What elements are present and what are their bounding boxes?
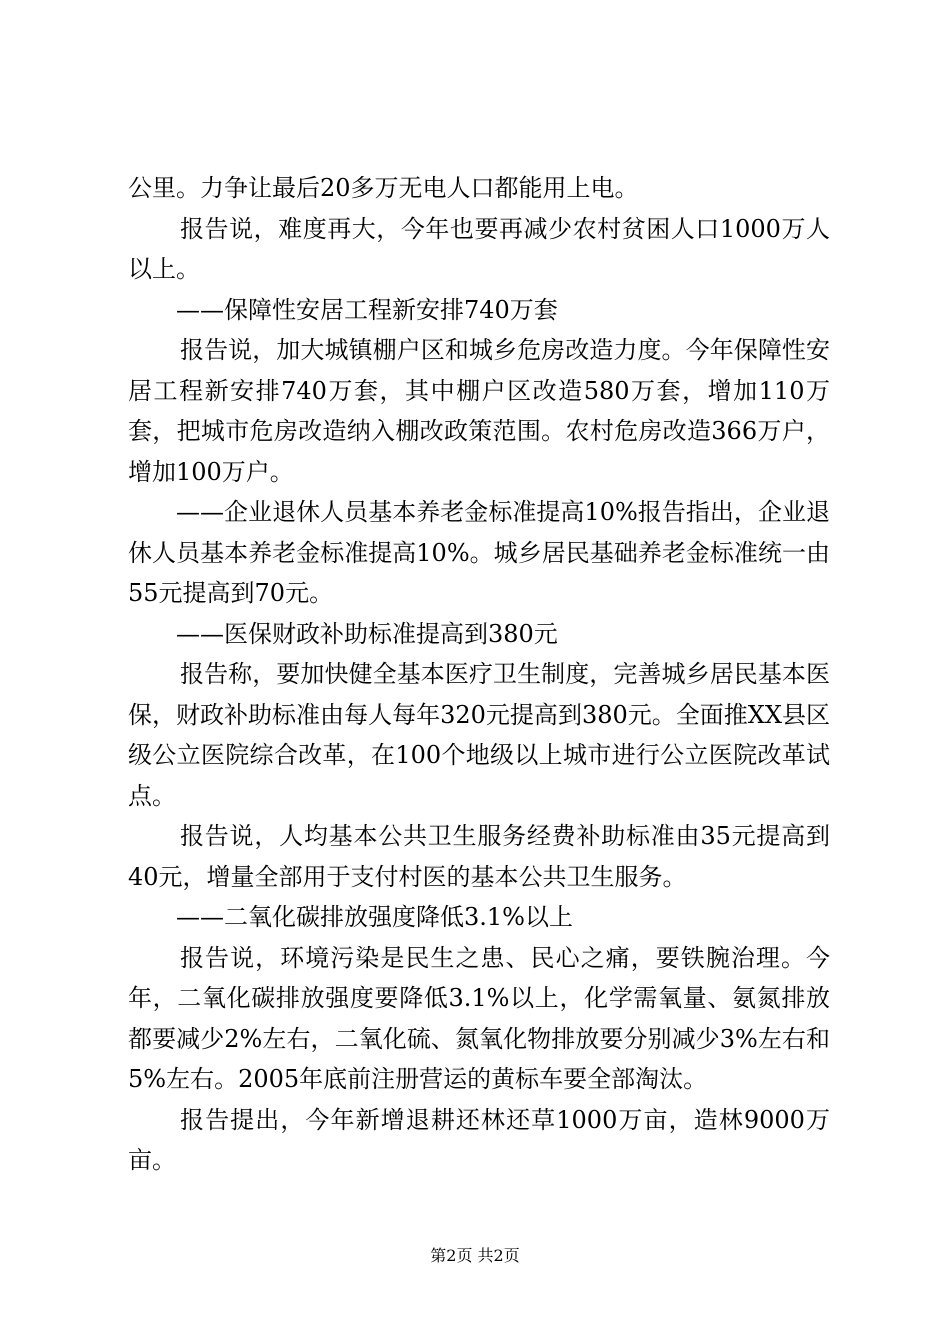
paragraph-environment: 报告说，环境污染是民生之患、民心之痛，要铁腕治理。今年，二氧化碳排放强度要降低3.1%以上，化学需氧量、氨氮排放都要减少2%左右，二氧化硫、氮氧化物排放要分别减少3%左右和5%左右。2005年底前注册营运的黄标车要全部淘汰。 <box>128 943 830 1093</box>
paragraph-poverty-reduction: 报告说，难度再大，今年也要再减少农村贫困人口1000万人以上。 <box>128 214 830 283</box>
paragraph-housing: 报告说，加大城镇棚户区和城乡危房改造力度。今年保障性安居工程新安排740万套，其中棚户区改造580万套，增加110万套，把城市危房改造纳入棚改政策范围。农村危房改造366万户，增加100万户。 <box>128 336 830 486</box>
section-heading-housing: ——保障性安居工程新安排740万套 <box>176 295 558 324</box>
paragraph-afforestation: 报告提出，今年新增退耕还林还草1000万亩，造林9000万亩。 <box>128 1105 830 1174</box>
section-heading-medical-insurance: ——医保财政补助标准提高到380元 <box>176 619 558 648</box>
section-heading-pension: ——企业退休人员基本养老金标准提高10%报告指出，企业退休人员基本养老金标准提高10%。城乡居民基础养老金标准统一由55元提高到70元。 <box>128 498 830 607</box>
paragraph-medical-insurance: 报告称，要加快健全基本医疗卫生制度，完善城乡居民基本医保，财政补助标准由每人每年320元提高到380元。全面推XX县区级公立医院综合改革，在100个地级以上城市进行公立医院改革试点。 <box>128 660 830 810</box>
paragraph-public-health: 报告说，人均基本公共卫生服务经费补助标准由35元提高到40元，增量全部用于支付村医的基本公共卫生服务。 <box>128 822 830 891</box>
page-footer: 第2页 共2页 <box>430 1246 520 1265</box>
document-body <box>128 168 830 1181</box>
paragraph-continuation: 公里。力争让最后20多万无电人口都能用上电。 <box>128 174 639 202</box>
section-heading-emissions: ——二氧化碳排放强度降低3.1%以上 <box>176 903 573 931</box>
